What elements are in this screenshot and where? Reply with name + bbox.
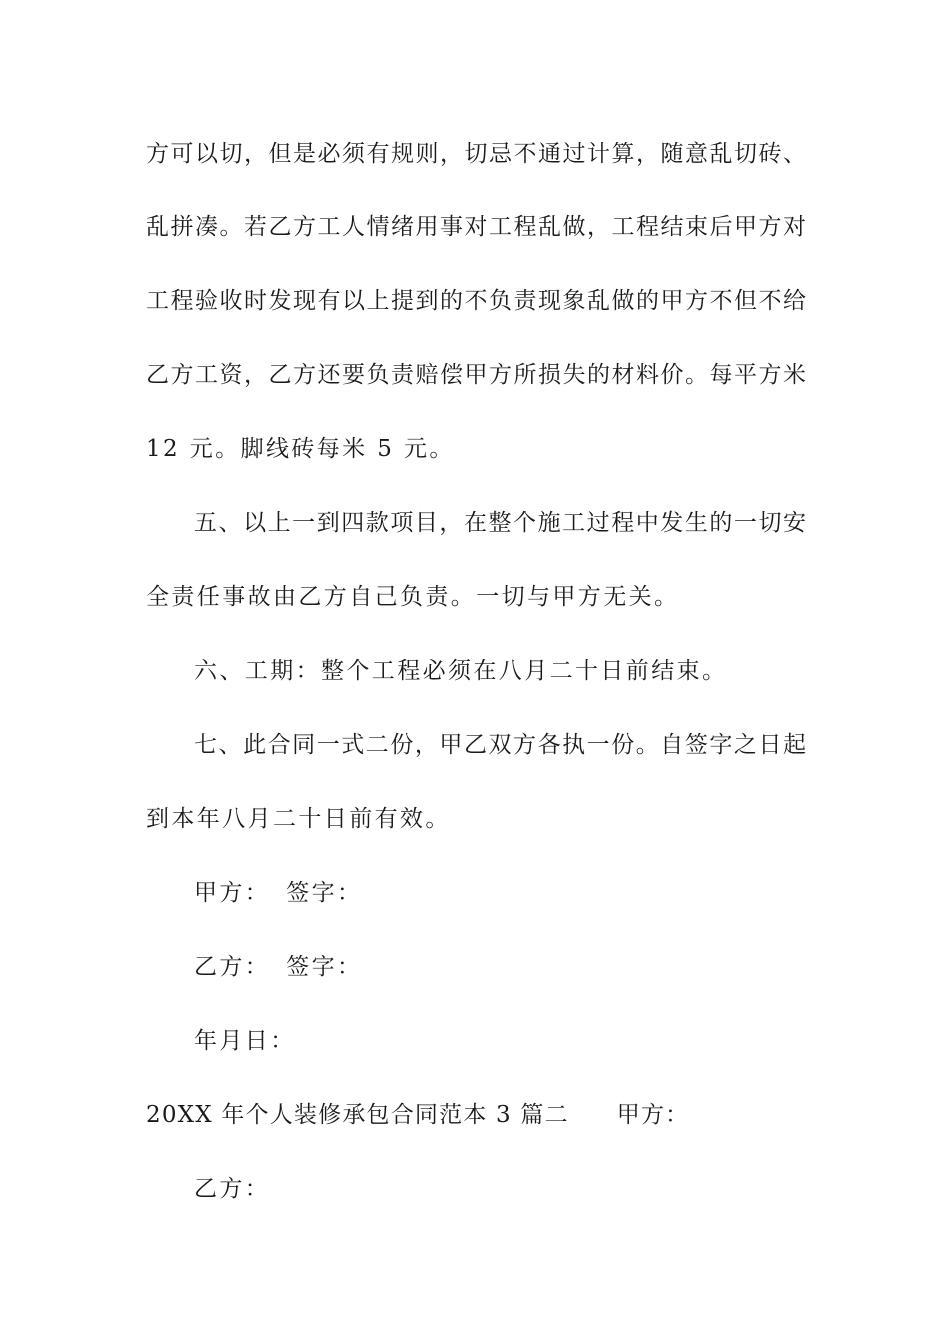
party-a-sign-label: 签字：	[286, 880, 363, 906]
next-section-row	[146, 1100, 689, 1130]
next-section-party-a: 甲方：	[616, 1102, 690, 1128]
next-section-party-b: 乙方：	[194, 1176, 271, 1202]
clause-five-line-2: 全责任事故由乙方自己负责。一切与甲方无关。	[146, 584, 680, 610]
clause-seven-line-1: 七、此合同一式二份，甲乙双方各执一份。自签字之日起	[194, 732, 806, 758]
party-b-label: 乙方：	[194, 954, 271, 980]
date-label: 年月日：	[194, 1028, 296, 1054]
body-line-3: 工程验收时发现有以上提到的不负责现象乱做的甲方不但不给	[146, 288, 806, 314]
party-b-sign-label: 签字：	[286, 954, 363, 980]
party-a-signature-row	[194, 878, 362, 908]
party-a-label: 甲方：	[194, 880, 271, 906]
clause-seven-line-2: 到本年八月二十日前有效。	[146, 806, 451, 832]
next-section-title: 20XX 年个人装修承包合同范本 3 篇二	[146, 1102, 569, 1128]
clause-five-line-1: 五、以上一到四款项目，在整个施工过程中发生的一切安	[194, 510, 806, 536]
party-b-signature-row	[194, 952, 362, 982]
body-line-5: 12 元。脚线砖每米 5 元。	[146, 436, 455, 462]
body-line-2: 乱拼凑。若乙方工人情绪用事对工程乱做，工程结束后甲方对	[146, 214, 806, 240]
body-line-4: 乙方工资，乙方还要负责赔偿甲方所损失的材料价。每平方米	[146, 362, 806, 388]
body-line-1: 方可以切，但是必须有规则，切忌不通过计算，随意乱切砖、	[146, 141, 806, 167]
clause-six: 六、工期：整个工程必须在八月二十日前结束。	[194, 658, 728, 684]
